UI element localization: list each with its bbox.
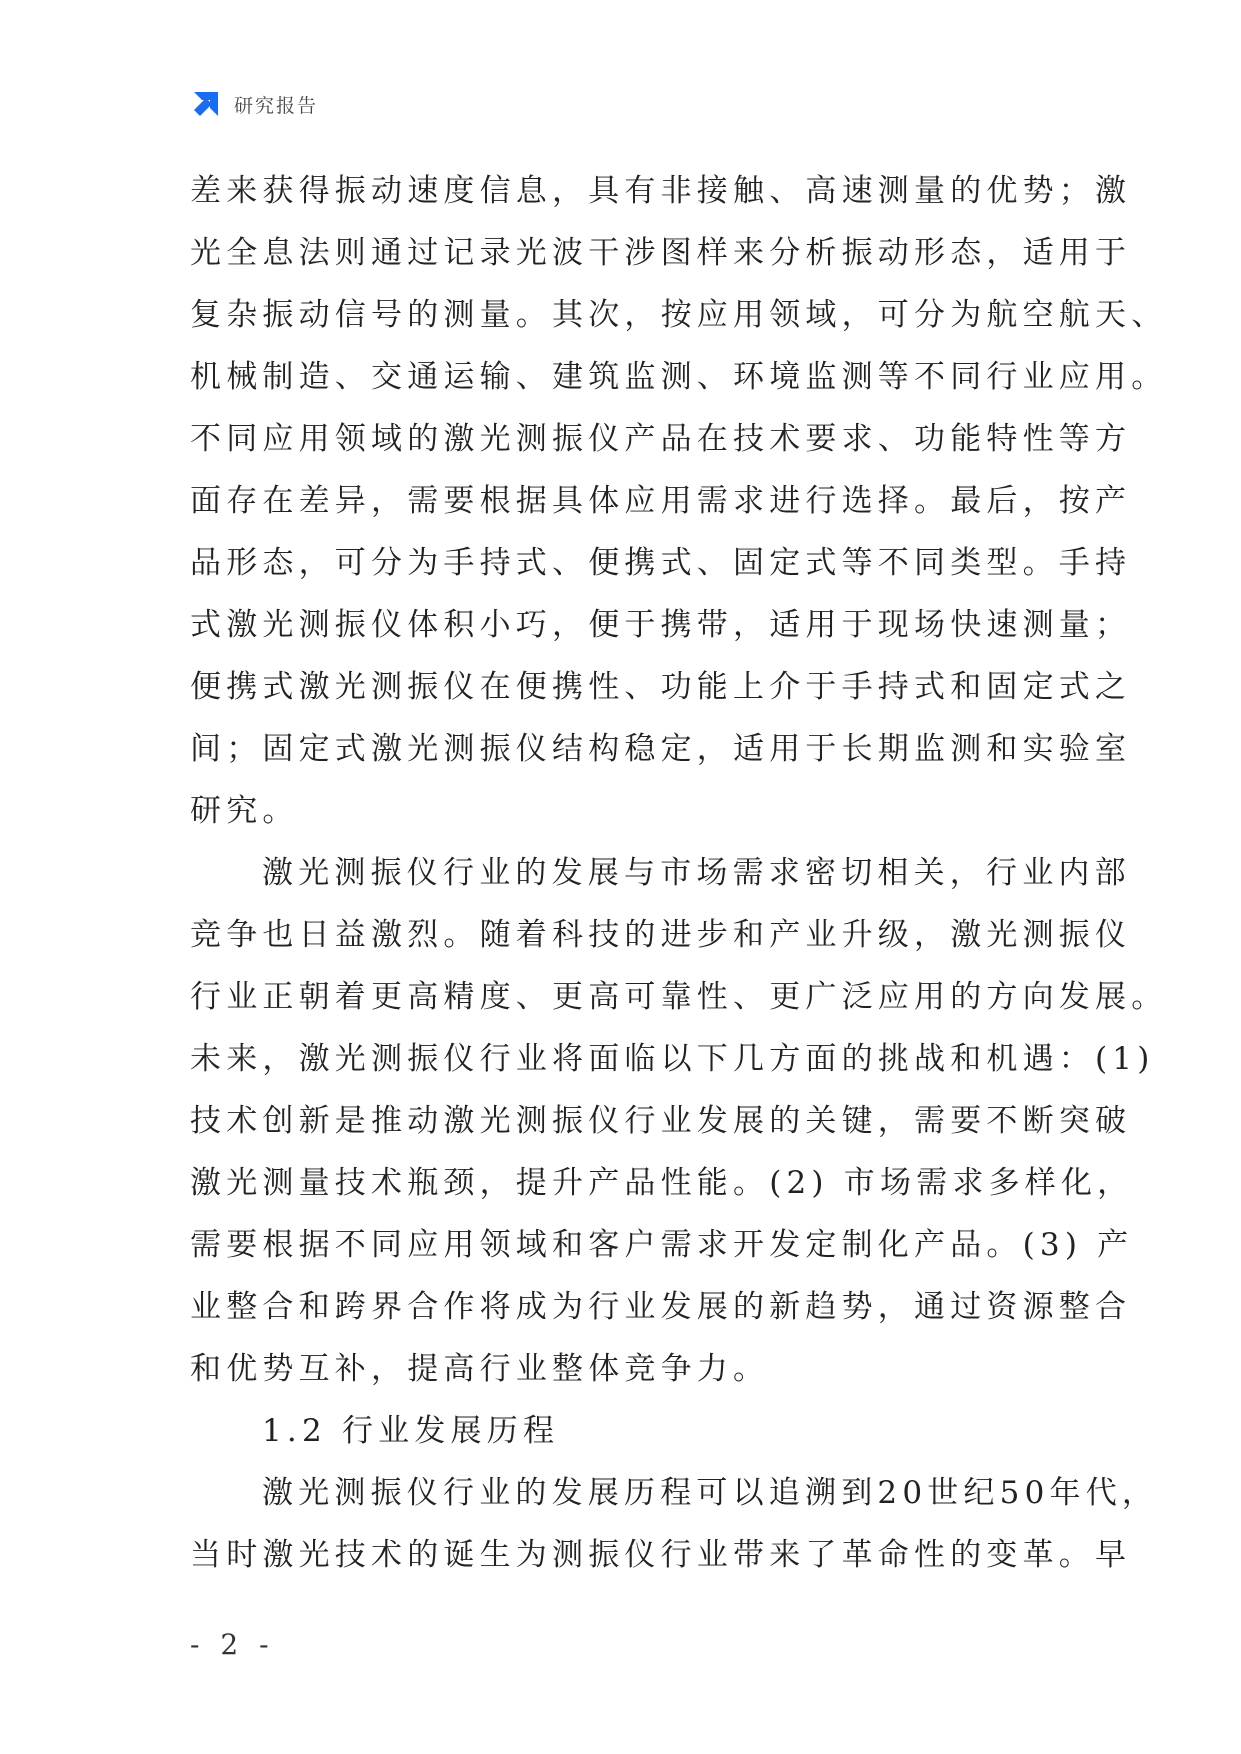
text-line: 需要根据不同应用领域和客户需求开发定制化产品。(3) 产	[190, 1227, 1134, 1263]
text-line: 面存在差异，需要根据具体应用需求进行选择。最后，按产	[190, 483, 1132, 519]
text-line: 便携式激光测振仪在便携性、功能上介于手持式和固定式之	[190, 669, 1132, 705]
section-heading: 1.2 行业发展历程	[262, 1413, 560, 1449]
text-line: 研究。	[190, 793, 299, 829]
text-line: 当时激光技术的诞生为测振仪行业带来了革命性的变革。早	[190, 1537, 1132, 1573]
text-line: 光全息法则通过记录光波干涉图样来分析振动形态，适用于	[190, 235, 1132, 271]
text-line: 机械制造、交通运输、建筑监测、环境监测等不同行业应用。	[190, 359, 1168, 395]
text-line: 间；固定式激光测振仪结构稳定，适用于长期监测和实验室	[190, 731, 1132, 767]
text-line: 品形态，可分为手持式、便携式、固定式等不同类型。手持	[190, 545, 1132, 581]
document-body	[190, 160, 1168, 1586]
text-line: 业整合和跨界合作将成为行业发展的新趋势，通过资源整合	[190, 1289, 1132, 1325]
text-line: 未来，激光测振仪行业将面临以下几方面的挑战和机遇：(1)	[190, 1041, 1155, 1077]
text-line: 式激光测振仪体积小巧，便于携带，适用于现场快速测量；	[190, 607, 1132, 643]
paragraph-start-line: 激光测振仪行业的发展历程可以追溯到20世纪50年代，	[262, 1475, 1159, 1511]
text-line: 和优势互补，提高行业整体竞争力。	[190, 1351, 770, 1387]
text-line: 竞争也日益激烈。随着科技的进步和产业升级，激光测振仪	[190, 917, 1132, 953]
text-line: 复杂振动信号的测量。其次，按应用领域，可分为航空航天、	[190, 297, 1168, 333]
text-line: 差来获得振动速度信息，具有非接触、高速测量的优势；激	[190, 173, 1132, 209]
text-line: 不同应用领域的激光测振仪产品在技术要求、功能特性等方	[190, 421, 1132, 457]
text-line: 技术创新是推动激光测振仪行业发展的关键，需要不断突破	[190, 1103, 1132, 1139]
page-header	[190, 88, 318, 120]
paragraph-start-line: 激光测振仪行业的发展与市场需求密切相关，行业内部	[262, 855, 1131, 891]
text-line: 行业正朝着更高精度、更高可靠性、更广泛应用的方向发展。	[190, 979, 1168, 1015]
header-title: 研究报告	[234, 94, 319, 117]
page-number: - 2 -	[190, 1628, 275, 1661]
arrow-logo-icon	[190, 88, 222, 120]
text-line: 激光测量技术瓶颈，提升产品性能。(2) 市场需求多样化，	[190, 1165, 1134, 1201]
